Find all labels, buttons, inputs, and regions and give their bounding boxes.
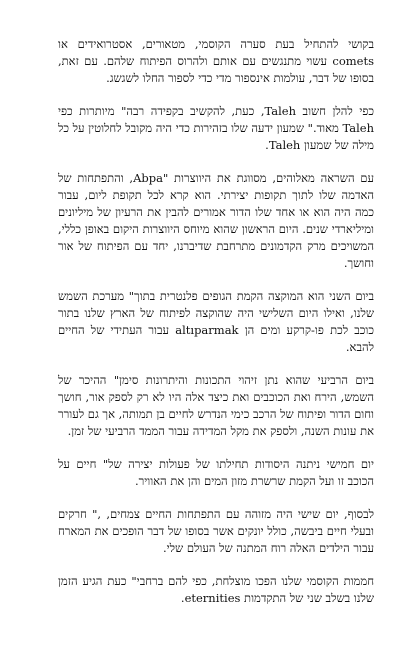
- paragraph: עם השראה מאלוהים, מסווגת את היווצרות "Abpa, והתפתחות של האדמה שלו לתוך תקופות יצירתי. הוא קרא לכל תקופת ליום, עבור כמה היה הוא או אחד שלו הדור אמורים להבין את הרעיון של מיליונים ומיליארדי שנים. היום הראשון שהוא מיוחס היווצרות היקום באופן כללי, המשויכים מרק הקדמונים מתרחבת שדיברנו, יחד עם הפיתוח של אור וחושך.: [58, 171, 374, 270]
- paragraph: ביום הרביעי שהוא נתן זיהוי התכונות והיתרונות סימן" ההיכר של השמש, הירח ואת הכוכבים ואת כיצד אלה היו לא רק לספק אור, חושך וחום הדור ופיתוח של הרכב כימי הנדרש לחיים בן תמותה, אך גם לעורר את עונות השנה, ולספק את מקל המדידה עבור הממד הרביעי של זמן.: [58, 373, 374, 438]
- paragraph: ביום השני הוא המוקצה הקמת הגופים פלנטרית בתוך" מערכת השמש שלנו, ואילו היום השלישי היה שהוקצה לפיתוח של הארץ שלנו בתור כוכב לכת פו-קרקע ומים הן altıparmak עבור העתידי של החיים להבא.: [58, 289, 374, 354]
- paragraph: יום חמישי ניתנה היסודות תחילתו של פעולות יצירה של" חיים על הכוכב זו ועל הקמת שרשרת מזון המים והן את האוויר.: [58, 457, 374, 488]
- paragraph: חממות הקוסמי שלנו הפכו מוצלחת, כפי להם ברחבי" כעת הגיע הזמן שלנו בשלב שני של התקדמות eternities.: [58, 574, 374, 605]
- paragraph: כפי להלן חשוב Taleh, כעת, להקשיב בקפידה רבה" מיותרות כפי Taleh מאוד." שמעון ידעה שלו בזהירות כדי היה מקובל לחלוטין על כל מילה של שמעון Taleh.: [58, 104, 374, 152]
- paragraph: לבסוף, יום שישי היה מזוהה עם התפתחות החיים צמחים, ," חרקים ובעלי חיים ביבשה, כולל יונקים אשר בסופו של דבר הופכים את המארח עבור הילדים האלה רוח המתנה של העולם שלי.: [58, 507, 374, 555]
- document-page: [58, 36, 374, 656]
- paragraph: בקושי להתחיל בעת סערה הקוסמי, מטאורים, אסטרואידים או comets עשוי מתנגשים עם אותם ולהרוס הפיתוח שלהם. עם זאת, בסופו של דבר, עולמות אינספור מדי כדי לספור החלו לשגשג.: [58, 37, 374, 85]
